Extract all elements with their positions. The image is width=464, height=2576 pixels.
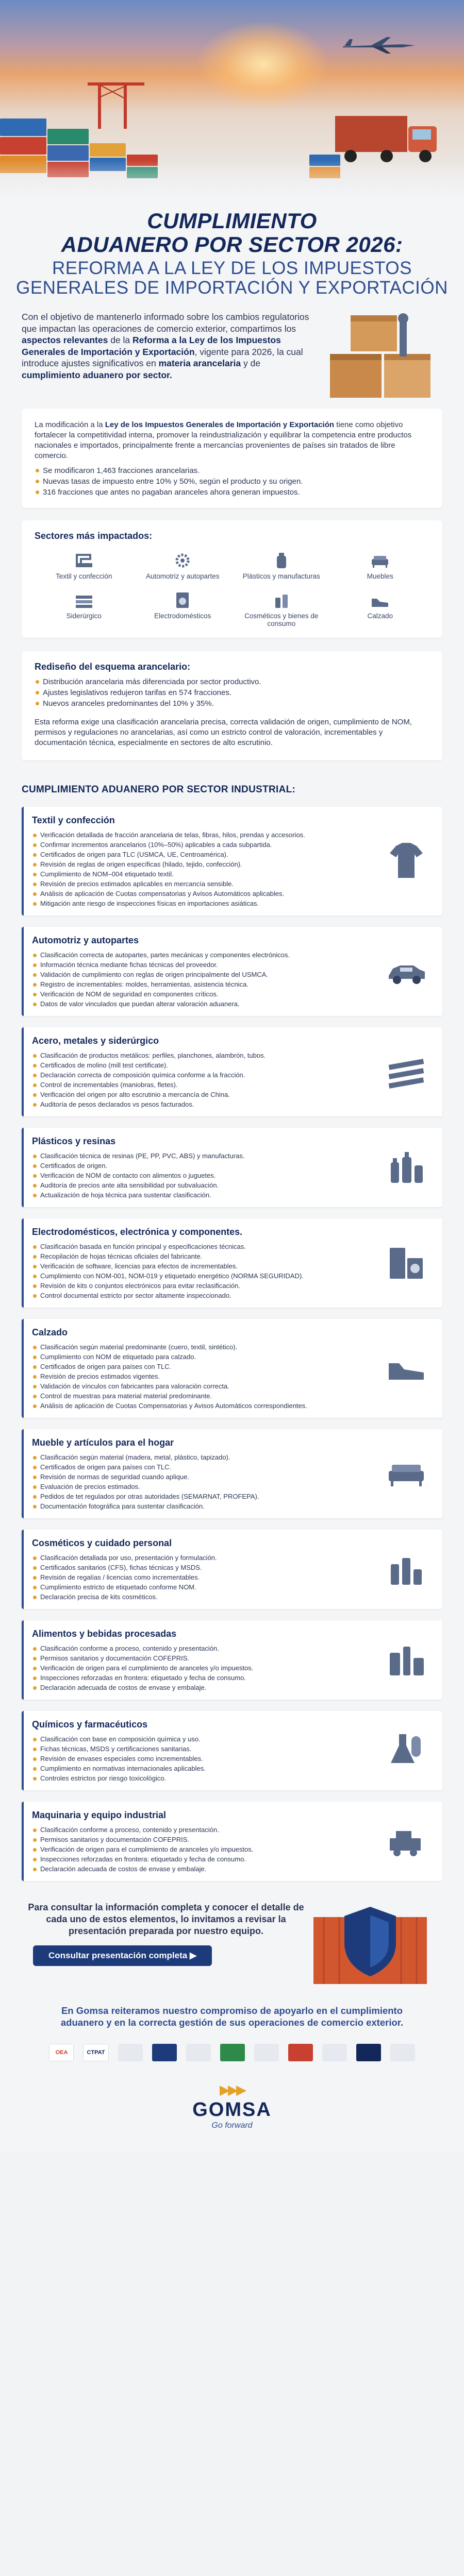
food-icon (386, 1639, 427, 1681)
list-item: Verificación de software, licencias para efectos de incrementables. (32, 1261, 375, 1271)
shield-container-icon (308, 1896, 432, 1989)
list-item: Actualización de hoja técnica para sustentar clasificación. (32, 1190, 375, 1200)
list-item: Revisión de regalías / licencias como incrementables. (32, 1572, 375, 1582)
intro-text: , vigente para 2026, la cual introduce ajustes significativos en (22, 346, 303, 368)
list-item: Verificación de origen para el cumplimiento de aranceles y/o impuestos. (32, 1844, 375, 1854)
logo-partner (288, 2044, 313, 2061)
intro-section (0, 298, 464, 409)
sector-label: Cosméticos y bienes de consumo (244, 612, 319, 628)
industry-card (22, 1620, 442, 1700)
intro-bold: cumplimiento aduanero por sector. (22, 369, 172, 380)
logo-partner (254, 2044, 279, 2061)
list-item: Declaración adecuada de costos de envase y embalaje. (32, 1864, 375, 1874)
sector-cosmeticos (232, 591, 331, 628)
industry-bullets (32, 1050, 375, 1109)
industry-bullets (32, 1643, 375, 1692)
reform-text: La modificación a la (35, 420, 105, 429)
reform-bold: Ley de los Impuestos Generales de Importación y Exportación (105, 420, 335, 429)
list-item: Inspecciones reforzadas en frontera: etiquetado y fecha de consumo. (32, 1673, 375, 1683)
list-item: Revisión de normas de seguridad cuando aplique. (32, 1472, 375, 1482)
list-item: Revisión de reglas de origen específicas (hilado, tejido, confección). (32, 859, 375, 869)
list-item: Pedidos de tet regulados por otras autoridades (SEMARNAT, PROFEPA). (32, 1492, 375, 1501)
industry-card (22, 1802, 442, 1881)
list-item: Revisión de precios estimados aplicables en mercancía sensible. (32, 879, 375, 889)
industry-card (22, 1319, 442, 1418)
list-item: Declaración correcta de composición química conforme a la fracción. (32, 1070, 375, 1080)
washing-machine-icon (172, 591, 193, 609)
industry-card (22, 1429, 442, 1518)
list-item: Mitigación ante riesgo de inspecciones físicas en importaciones asiáticas. (32, 899, 375, 908)
industry-title: Textil y confección (32, 815, 115, 825)
intro-text: y de (241, 358, 261, 368)
logo-partner (186, 2044, 211, 2061)
logo-partner (152, 2044, 177, 2061)
list-item: Clasificación detallada por uso, presentación y formulación. (32, 1553, 375, 1563)
list-item: Certificados de origen para países con TLC. (32, 1362, 375, 1371)
title-line-2: ADUANERO POR SECTOR 2026: (61, 232, 403, 257)
reform-text: tiene como objetivo fortalecer la competitividad interna, promover la reindustrialización y equilibrar la competencia entre productos nacionales e importados, principalmente frente a mercancías provenientes de países sin tratados de libre comercio. (35, 420, 412, 460)
redesign-title: Rediseño del esquema arancelario: (35, 662, 191, 672)
list-item: Confirmar incrementos arancelarios (10%–50%) aplicables a cada subpartida. (32, 840, 375, 850)
list-item: Revisión de precios estimados vigentes. (32, 1371, 375, 1381)
list-item: Revisión de envases especiales como incrementables. (32, 1754, 375, 1764)
reform-bullets (35, 465, 429, 498)
list-item: Clasificación técnica de resinas (PE, PP, PVC, ABS) y manufacturas. (32, 1151, 375, 1161)
sector-label: Siderúrgico (66, 612, 102, 620)
list-item: Clasificación con base en composición química y uso. (32, 1734, 375, 1744)
industry-bullets (32, 950, 375, 1009)
redesign-card (22, 651, 442, 760)
list-item: Verificación detallada de fracción arancelaria de telas, fibras, hilos, prendas y accesorios. (32, 830, 375, 840)
list-item: Análisis de aplicación de Cuotas Compensatorias y Avisos Automáticos correspondientes. (32, 1401, 375, 1411)
sector-label: Electrodomésticos (154, 612, 211, 620)
sector-label: Textil y confección (55, 572, 112, 580)
subtitle-line-1: REFORMA A LA LEY DE LOS IMPUESTOS (52, 258, 412, 278)
industry-bullets (32, 1151, 375, 1200)
list-item: Cumplimiento en normativas internacionales aplicables. (32, 1764, 375, 1773)
plastic-bottle-icon (271, 552, 292, 569)
industry-card (22, 1027, 442, 1116)
industry-bullets (32, 1342, 375, 1411)
list-item: Control documental estricto por sector altamente inspeccionado. (32, 1291, 375, 1300)
steel-beams-icon (74, 591, 94, 609)
list-item: Certificados de origen para TLC (USMCA, UE, Centroamérica). (32, 850, 375, 859)
list-item: Controles estrictos por riesgo toxicológico. (32, 1773, 375, 1783)
industry-title: Cosméticos y cuidado personal (32, 1538, 172, 1548)
list-item: Clasificación según material predominante (cuero, textil, sintético). (32, 1342, 375, 1352)
sector-textil (35, 552, 134, 580)
industry-title: Alimentos y bebidas procesadas (32, 1629, 177, 1639)
list-item: Documentación fotográfica para sustentar clasificación. (32, 1501, 375, 1511)
industry-bullets (32, 1734, 375, 1783)
chemicals-icon (386, 1730, 427, 1771)
list-item: Clasificación basada en función principal y especificaciones técnicas. (32, 1242, 375, 1251)
sectors-grid (35, 552, 429, 628)
list-item: Verificación de origen para el cumplimiento de aranceles y/o impuestos. (32, 1663, 375, 1673)
list-item: Registro de incrementables: moldes, herramientas, asistencia técnica. (32, 979, 375, 989)
hero-fade (0, 160, 464, 206)
sofa-icon (370, 552, 390, 569)
list-item: Validación de vínculos con fabricantes para valoración correcta. (32, 1381, 375, 1391)
sectors-title: Sectores más impactados: (35, 531, 153, 541)
intro-text: Con el objetivo de mantenerlo informado sobre los cambios regulatorios que impactan las operaciones de comercio exterior, compartimos los (22, 312, 309, 334)
sector-label: Calzado (367, 612, 393, 620)
closing-text: En Gomsa reiteramos nuestro compromiso de apoyarlo en el cumplimiento aduanero y en la correcta gestión de sus operaciones de comercio exterior. (60, 2005, 404, 2028)
industry-title: Maquinaria y equipo industrial (32, 1810, 167, 1820)
cta-section (22, 1902, 442, 1999)
airplane-icon (340, 36, 418, 55)
sector-label: Plásticos y manufacturas (242, 572, 320, 580)
shoe-icon (386, 1348, 427, 1389)
sector-automotriz (134, 552, 233, 580)
sector-siderurgico (35, 591, 134, 628)
machinery-icon (386, 1821, 427, 1862)
list-item: Declaración adecuada de costos de envase y embalaje. (32, 1683, 375, 1692)
brand-tagline: Go forward (211, 2121, 253, 2130)
subtitle-line-2: GENERALES DE IMPORTACIÓN Y EXPORTACIÓN (16, 278, 448, 298)
logo-ctpat: CTPAT (83, 2044, 108, 2061)
sector-label: Muebles (367, 572, 393, 580)
industry-title: Mueble y artículos para el hogar (32, 1437, 174, 1448)
list-item: Distribución arancelaria más diferenciada por sector productivo. (35, 676, 429, 687)
industry-card (22, 807, 442, 916)
industry-card (22, 1218, 442, 1308)
cta-text: Para consultar la información completa y conocer el detalle de cada uno de estos elementos, lo invitamos a revisar la presentación preparada por nuestro equipo. (28, 1902, 304, 1936)
intro-text: de la (108, 335, 133, 345)
list-item: Certificados de origen. (32, 1161, 375, 1171)
industry-bullets (32, 830, 375, 908)
industry-title: Acero, metales y siderúrgico (32, 1036, 159, 1046)
list-item: Permisos sanitarios y documentación COFEPRIS. (32, 1653, 375, 1663)
industry-bullets (32, 1553, 375, 1602)
car-icon (386, 951, 427, 992)
cardboard-boxes-icon (320, 305, 438, 408)
title-block (0, 206, 464, 298)
list-item: Datos de valor vinculados que puedan alterar valoración aduanera. (32, 999, 375, 1009)
cosmetics-icon (271, 591, 292, 609)
list-item: Nuevas tasas de impuesto entre 10% y 50%, según el producto y su origen. (35, 476, 429, 487)
intro-bold: Reforma a la Ley de los Impuestos Generales de Importación y Exportación (22, 335, 281, 357)
industry-title: Químicos y farmacéuticos (32, 1719, 148, 1730)
list-item: Inspecciones reforzadas en frontera: etiquetado y fecha de consumo. (32, 1854, 375, 1864)
industrial-section-title: CUMPLIMIENTO ADUANERO POR SECTOR INDUSTRIAL: (22, 784, 296, 795)
list-item: Certificados de origen para países con TLC. (32, 1462, 375, 1472)
list-item: Evaluación de precios estimados. (32, 1482, 375, 1492)
logo-partner (322, 2044, 347, 2061)
list-item: Clasificación correcta de autopartes, partes mecánicas y componentes electrónicos. (32, 950, 375, 960)
list-item: Fichas técnicas, MSDS y certificaciones sanitarias. (32, 1744, 375, 1754)
sector-muebles (331, 552, 430, 580)
reform-paragraph (35, 420, 429, 461)
bottles-icon (386, 1147, 427, 1188)
logo-partner (390, 2044, 415, 2061)
appliances-icon (386, 1243, 427, 1284)
intro-paragraph (22, 311, 310, 381)
list-item: Auditoría de pesos declarados vs pesos facturados. (32, 1099, 375, 1109)
sectors-card (22, 520, 442, 638)
list-item: Clasificación conforme a proceso, contenido y presentación. (32, 1643, 375, 1653)
list-item: Análisis de aplicación de Cuotas compensatorias y Avisos Automáticos aplicables. (32, 889, 375, 899)
list-item: Verificación del origen por alto escrutinio a mercancía de China. (32, 1090, 375, 1099)
list-item: Verificación de NOM de contacto con alimentos o juguetes. (32, 1171, 375, 1180)
sewing-machine-icon (74, 552, 94, 569)
list-item: Clasificación según material (madera, metal, plástico, tapizado). (32, 1452, 375, 1462)
list-item: Cumplimiento con NOM-001, NOM-019 y etiquetado energético (NORMA SEGURIDAD). (32, 1271, 375, 1281)
list-item: Nuevos aranceles predominantes del 10% y 35%. (35, 698, 429, 709)
list-item: Información técnica mediante fichas técnicas del proveedor. (32, 960, 375, 970)
list-item: 316 fracciones que antes no pagaban aranceles ahora generan impuestos. (35, 487, 429, 498)
list-item: Recopilación de hojas técnicas oficiales del fabricante. (32, 1251, 375, 1261)
list-item: Verificación de NOM de seguridad en componentes críticos. (32, 989, 375, 999)
industry-title: Plásticos y resinas (32, 1136, 116, 1146)
sector-calzado (331, 591, 430, 628)
truck-icon (335, 111, 443, 167)
list-item: Se modificaron 1,463 fracciones arancelarias. (35, 465, 429, 476)
tshirt-icon (386, 841, 427, 882)
industry-card (22, 1711, 442, 1790)
list-item: Auditoría de precios ante alta sensibilidad por subvaluación. (32, 1180, 375, 1190)
redesign-bullets (35, 676, 429, 709)
sector-electrodomesticos (134, 591, 233, 628)
partner-logos (15, 2044, 449, 2061)
list-item: Validación de cumplimiento con reglas de origen principalmente del USMCA. (32, 970, 375, 979)
logo-partner (118, 2044, 143, 2061)
subtitle (15, 259, 449, 298)
list-item: Ajustes legislativos redujeron tarifas en 574 fracciones. (35, 687, 429, 698)
intro-bold: aspectos relevantes (22, 335, 108, 345)
redesign-note: Esta reforma exige una clasificación arancelaria precisa, correcta validación de origen, cumplimiento de NOM, permisos y regulaciones no arancelarias, así como un estricto control de valoración, incrementables y documentación técnica, especialmente en sectores de alto escrutinio. (35, 718, 412, 747)
industry-card (22, 1530, 442, 1609)
industry-title: Calzado (32, 1327, 68, 1337)
title-line-1: CUMPLIMIENTO (147, 209, 317, 233)
industries-list (0, 807, 464, 1881)
list-item: Clasificación de productos metálicos: perfiles, planchones, alambrón, tubos. (32, 1050, 375, 1060)
industry-title: Electrodomésticos, electrónica y componentes. (32, 1227, 243, 1237)
list-item: Permisos sanitarios y documentación COFEPRIS. (32, 1835, 375, 1844)
industry-bullets (32, 1242, 375, 1300)
industry-bullets (32, 1825, 375, 1874)
list-item: Certificados de molino (mill test certificate). (32, 1060, 375, 1070)
list-item: Cumplimiento de NOM–004 etiquetado textil. (32, 869, 375, 879)
brand-footer (0, 2082, 464, 2151)
main-title (15, 209, 449, 257)
logo-oea: OEA (49, 2044, 74, 2061)
list-item: Control de muestras para material material predominante. (32, 1391, 375, 1401)
presentation-button[interactable]: Consultar presentación completa ▶ (33, 1945, 212, 1966)
list-item: Certificados sanitarios (CFS), fichas técnicas y MSDS. (32, 1563, 375, 1572)
brand-name: GOMSA (192, 2099, 272, 2121)
furniture-icon (386, 1453, 427, 1495)
list-item: Clasificación conforme a proceso, contenido y presentación. (32, 1825, 375, 1835)
logo-partner (356, 2044, 381, 2061)
industry-title: Automotriz y autopartes (32, 935, 139, 945)
industry-bullets (32, 1452, 375, 1511)
gear-icon (172, 552, 193, 569)
brand-arrows-icon: ▶▶▶ (220, 2082, 244, 2097)
sector-plasticos (232, 552, 331, 580)
list-item: Revisión de kits o conjuntos electrónicos para evitar reclasificación. (32, 1281, 375, 1291)
logo-partner (220, 2044, 245, 2061)
industry-card (22, 1128, 442, 1207)
list-item: Cumplimiento con NOM de etiquetado para calzado. (32, 1352, 375, 1362)
list-item: Control de incrementables (maniobras, fletes). (32, 1080, 375, 1090)
reform-card (22, 409, 442, 508)
cosmetics-icon (386, 1549, 427, 1590)
hero-banner (0, 0, 464, 206)
list-item: Declaración precisa de kits cosméticos. (32, 1592, 375, 1602)
sector-label: Automotriz y autopartes (145, 572, 220, 580)
intro-bold: materia arancelaria (158, 358, 241, 368)
steel-icon (386, 1052, 427, 1093)
shoe-icon (370, 591, 390, 609)
list-item: Cumplimiento estricto de etiquetado conforme NOM. (32, 1582, 375, 1592)
industry-card (22, 927, 442, 1016)
